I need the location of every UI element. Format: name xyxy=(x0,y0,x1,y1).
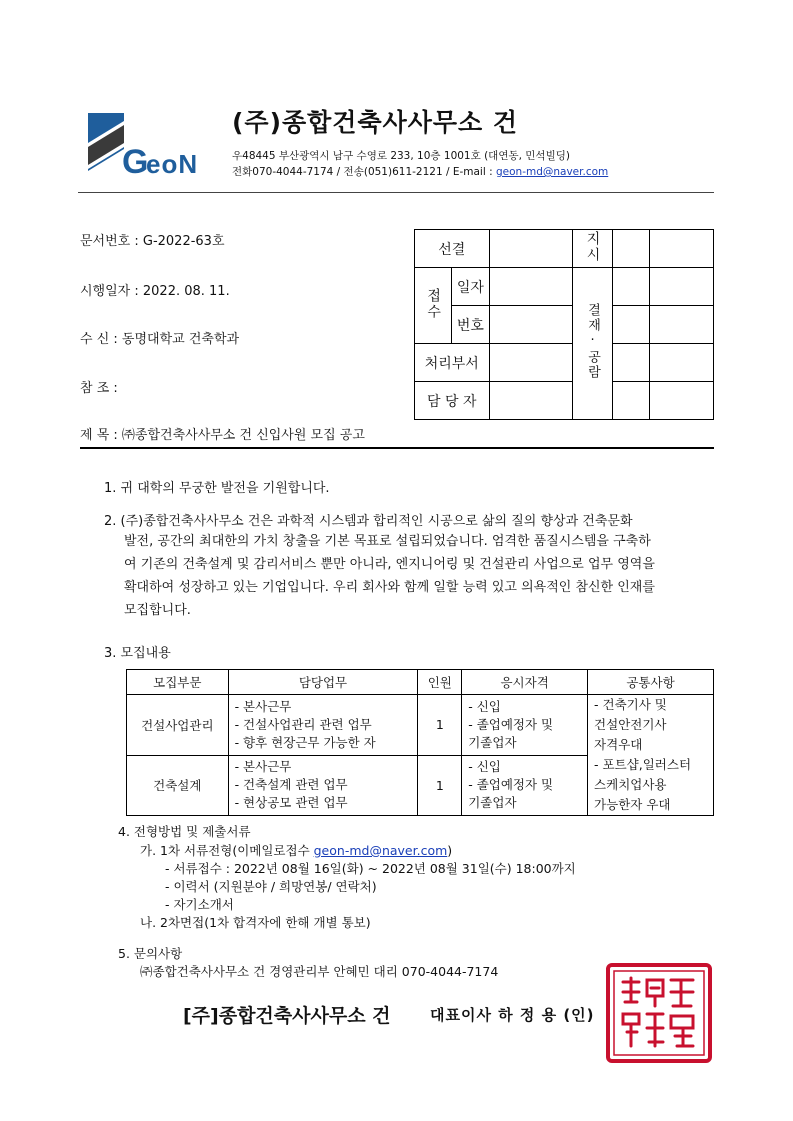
recipient-value: 동명대학교 건축학과 xyxy=(121,332,240,347)
common-item: - 포트샵,일러스터 xyxy=(594,757,692,772)
approval-seongyeol: 선결 xyxy=(415,230,490,268)
company-logo xyxy=(88,113,216,179)
recipient xyxy=(80,328,239,347)
paragraph-2-line-1: 2. (주)종합건축사사무소 건은 과학적 시스템과 합리적인 시공으로 삶의 질의 향상과 건축문화 xyxy=(104,514,633,529)
duty-item: - 향후 현장근무 가능한 자 xyxy=(234,734,376,750)
company-email-link[interactable]: geon-md@naver.com xyxy=(495,166,609,178)
qual-item: 기졸업자 xyxy=(468,734,517,750)
common-item: 가능한자 우대 xyxy=(594,797,671,812)
document-number: 문서번호 : G-2022-63호 xyxy=(80,234,225,249)
dept-cell: 건설사업관리 xyxy=(127,695,229,756)
header-count: 인원 xyxy=(418,670,462,695)
qual-item: - 신입 xyxy=(468,698,501,714)
common-item: 스케치업사용 xyxy=(594,777,667,792)
approval-ilja: 일자 xyxy=(452,268,489,306)
recipient-label: 수 신 : xyxy=(80,332,118,347)
duty-item: - 건축설계 관련 업무 xyxy=(234,777,348,793)
qualification-cell xyxy=(462,695,588,756)
section-4-item: - 이력서 (지원분야 / 희망연봉/ 연락처) xyxy=(165,879,377,894)
subject xyxy=(80,424,365,443)
paragraph-2-line-3: 여 기존의 건축설계 및 감리서비스 뿐만 아니라, 엔지니어링 및 건설관리 사업으로 업무 영역을 xyxy=(124,557,655,572)
approval-jeopsu: 접수 xyxy=(415,268,452,344)
section-5-contact: ㈜종합건축사사무소 건 경영관리부 안혜민 대리 070-4044-7174 xyxy=(140,964,499,979)
header-common: 공통사항 xyxy=(588,670,714,695)
approval-damdangja: 담 당 자 xyxy=(415,382,490,420)
section-4-title: 4. 전형방법 및 제출서류 xyxy=(118,824,251,839)
qual-item: - 졸업예정자 및 xyxy=(468,716,554,732)
approval-gyeoljae: 결재·공람 xyxy=(573,268,613,420)
svg-text:eoN: eoN xyxy=(146,149,199,179)
common-item: 건설안전기사 xyxy=(594,717,667,732)
count-cell: 1 xyxy=(418,695,462,756)
apply-email-link[interactable]: geon-md@naver.com xyxy=(313,843,448,858)
duty-item: - 현상공모 관련 업무 xyxy=(234,795,348,811)
approval-cheoribuseo: 처리부서 xyxy=(415,344,490,382)
section-4-item: - 자기소개서 xyxy=(165,897,234,912)
company-contact xyxy=(232,164,608,179)
approval-beonho: 번호 xyxy=(452,306,489,344)
duties-cell xyxy=(228,695,418,756)
common-item: 자격우대 xyxy=(594,737,643,752)
issue-date: 시행일자 : 2022. 08. 11. xyxy=(80,284,230,299)
qual-item: - 졸업예정자 및 xyxy=(468,777,554,793)
company-title: (주)종합건축사사무소 건 xyxy=(232,108,519,137)
table-row xyxy=(127,695,714,756)
paragraph-2-line-2: 발전, 공간의 최대한의 가치 창출을 기본 목표로 설립되었습니다. 엄격한 품질시스템을 구축하 xyxy=(124,534,651,549)
duty-item: - 본사근무 xyxy=(234,759,292,775)
common-cell xyxy=(588,695,714,816)
ga-prefix: 가. 1차 서류전형(이메일로접수 xyxy=(140,843,314,858)
approval-jisi: 지시 xyxy=(573,230,613,268)
qual-item: - 신입 xyxy=(468,759,501,775)
section-5-title: 5. 문의사항 xyxy=(118,946,183,961)
paragraph-2-line-5: 모집합니다. xyxy=(124,603,191,618)
footer-ceo: 대표이사 하 정 용 (인) xyxy=(430,1006,595,1024)
approval-table xyxy=(414,229,714,420)
qualification-cell xyxy=(462,755,588,816)
paragraph-1: 1. 귀 대학의 무궁한 발전을 기원합니다. xyxy=(104,481,330,496)
qual-item: 기졸업자 xyxy=(468,795,517,811)
company-seal-stamp xyxy=(605,962,713,1064)
subject-label: 제 목 : xyxy=(80,428,118,443)
svg-text:G: G xyxy=(122,143,149,179)
section-4-ga xyxy=(140,841,452,859)
header-qualification: 응시자격 xyxy=(462,670,588,695)
header-dept: 모집부문 xyxy=(127,670,229,695)
dept-cell: 건축설계 xyxy=(127,755,229,816)
duties-cell xyxy=(228,755,418,816)
contact-phone-fax: 전화070-4044-7174 / 전송(051)611-2121 / E-mail : xyxy=(232,166,496,178)
letterhead-divider xyxy=(78,192,714,193)
header-duties: 담당업무 xyxy=(228,670,418,695)
company-address: 우48445 부산광역시 남구 수영로 233, 10층 1001호 (대연동, 민석빌딩) xyxy=(232,150,570,162)
paragraph-2-line-4: 확대하여 성장하고 있는 기업입니다. 우리 회사와 함께 일할 능력 있고 의욕적인 참신한 인재를 xyxy=(124,580,655,595)
reference: 참 조 : xyxy=(80,381,118,396)
section-4-item: - 서류접수 : 2022년 08월 16일(화) ~ 2022년 08월 31일(수) 18:00까지 xyxy=(165,861,576,876)
section-3-title: 3. 모집내용 xyxy=(104,646,171,661)
section-4-na: 나. 2차면접(1차 합격자에 한해 개별 통보) xyxy=(140,915,371,930)
common-item: - 건축기사 및 xyxy=(594,697,667,712)
ga-suffix: ) xyxy=(447,843,453,858)
duty-item: - 본사근무 xyxy=(234,698,292,714)
subject-value: ㈜종합건축사사무소 건 신입사원 모집 공고 xyxy=(121,428,365,443)
subject-divider xyxy=(80,447,714,449)
footer-company: [주]종합건축사사무소 건 xyxy=(183,1005,391,1027)
duty-item: - 건설사업관리 관련 업무 xyxy=(234,716,372,732)
count-cell: 1 xyxy=(418,755,462,816)
recruitment-table xyxy=(126,669,714,816)
table-header-row xyxy=(127,670,714,695)
